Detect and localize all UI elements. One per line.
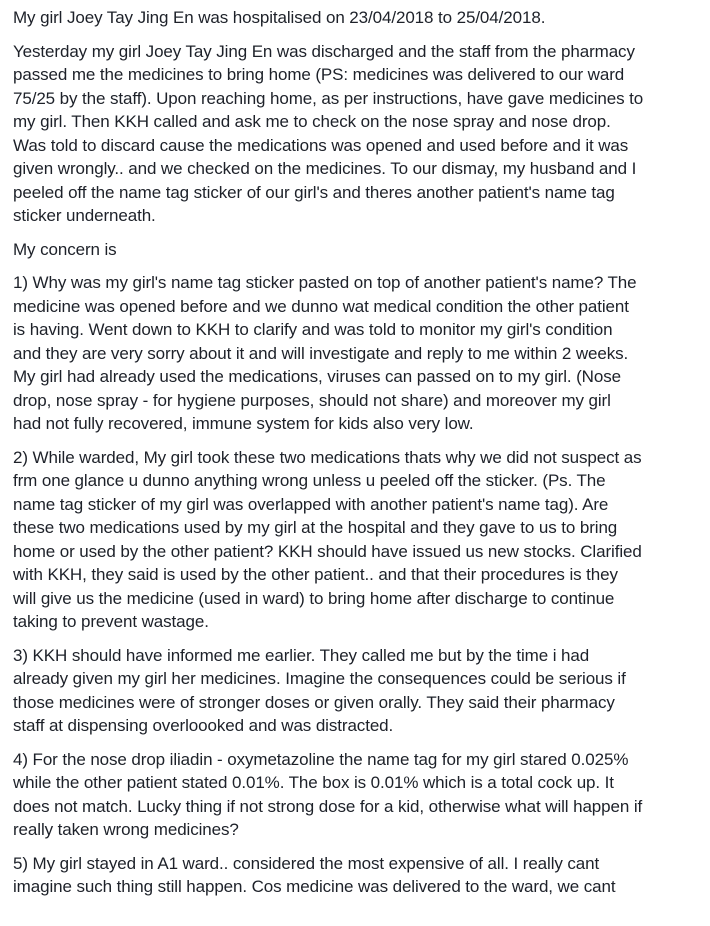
paragraph-concern-4	[13, 748, 703, 842]
text-line: is having. Went down to KKH to clarify and was told to monitor my girl's condition	[13, 320, 613, 339]
post-body	[13, 6, 703, 909]
text-line: those medicines were of stronger doses or given orally. They said their pharmacy	[13, 692, 615, 712]
text-line: drop, nose spray - for hygiene purposes, should not share) and moreover my girl	[13, 390, 611, 410]
paragraph-concern-2	[13, 446, 703, 634]
paragraph-concern-1	[13, 271, 703, 436]
text-line: name tag sticker of my girl was overlapped with another patient's name tag). Are	[13, 494, 609, 514]
text-line: 5) My girl stayed in A1 ward.. considered the most expensive of all. I really cant	[13, 853, 600, 873]
paragraph-concern-3	[13, 644, 703, 738]
text-line: these two medications used by my girl at the hospital and they gave to us to bring	[13, 518, 618, 537]
text-line: Was told to discard cause the medications was opened and used before and it was	[13, 135, 629, 155]
text-line: 3) KKH should have informed me earlier. They called me but by the time i had	[13, 645, 590, 665]
text-line: My girl Joey Tay Jing En was hospitalised on 23/04/2018 to 25/04/2018.	[13, 8, 546, 27]
text-line: passed me the medicines to bring home (PS: medicines was delivered to our ward	[13, 65, 625, 84]
paragraph-concern-heading	[13, 238, 703, 262]
text-line: will give us the medicine (used in ward) to bring home after discharge to continue	[13, 588, 615, 608]
text-line: Yesterday my girl Joey Tay Jing En was discharged and the staff from the pharmacy	[13, 41, 635, 61]
text-line: home or used by the other patient? KKH should have issued us new stocks. Clarified	[13, 541, 642, 561]
text-line: 75/25 by the staff). Upon reaching home, as per instructions, have gave medicines to	[13, 88, 644, 108]
text-line: medicine was opened before and we dunno wat medical condition the other patient	[13, 296, 629, 316]
text-line: staff at dispensing overloooked and was distracted.	[13, 716, 394, 735]
text-line: frm one glance u dunno anything wrong unless u peeled off the sticker. (Ps. The	[13, 471, 606, 490]
text-line: had not fully recovered, immune system for kids also very low.	[13, 414, 474, 433]
text-line: 4) For the nose drop iliadin - oxymetazoline the name tag for my girl stared 0.025%	[13, 749, 629, 769]
text-line: taking to prevent wastage.	[13, 612, 209, 631]
text-line: does not match. Lucky thing if not strong dose for a kid, otherwise what will happen if	[13, 796, 643, 816]
paragraph-discharge	[13, 40, 703, 228]
text-line: already given my girl her medicines. Imagine the consequences could be serious if	[13, 669, 626, 688]
text-line: My girl had already used the medications, viruses can passed on to my girl. (Nose	[13, 367, 621, 386]
text-line: my girl. Then KKH called and ask me to check on the nose spray and nose drop.	[13, 112, 611, 131]
text-line: and they are very sorry about it and will investigate and reply to me within 2 weeks.	[13, 343, 629, 363]
text-line: sticker underneath.	[13, 206, 156, 225]
text-line: 1) Why was my girl's name tag sticker pasted on top of another patient's name? The	[13, 273, 637, 292]
text-line: My concern is	[13, 239, 117, 259]
paragraph-concern-5	[13, 852, 703, 899]
text-line: imagine such thing still happen. Cos medicine was delivered to the ward, we cant	[13, 877, 616, 896]
text-line: with KKH, they said is used by the other patient.. and that their procedures is they	[13, 565, 618, 584]
text-line: really taken wrong medicines?	[13, 820, 239, 839]
text-line: while the other patient stated 0.01%. The box is 0.01% which is a total cock up. It	[13, 773, 614, 792]
text-line: 2) While warded, My girl took these two medications thats why we did not suspect as	[13, 447, 642, 467]
paragraph-intro	[13, 6, 703, 30]
text-line: given wrongly.. and we checked on the medicines. To our dismay, my husband and I	[13, 159, 637, 178]
text-line: peeled off the name tag sticker of our girl's and theres another patient's name tag	[13, 182, 615, 202]
